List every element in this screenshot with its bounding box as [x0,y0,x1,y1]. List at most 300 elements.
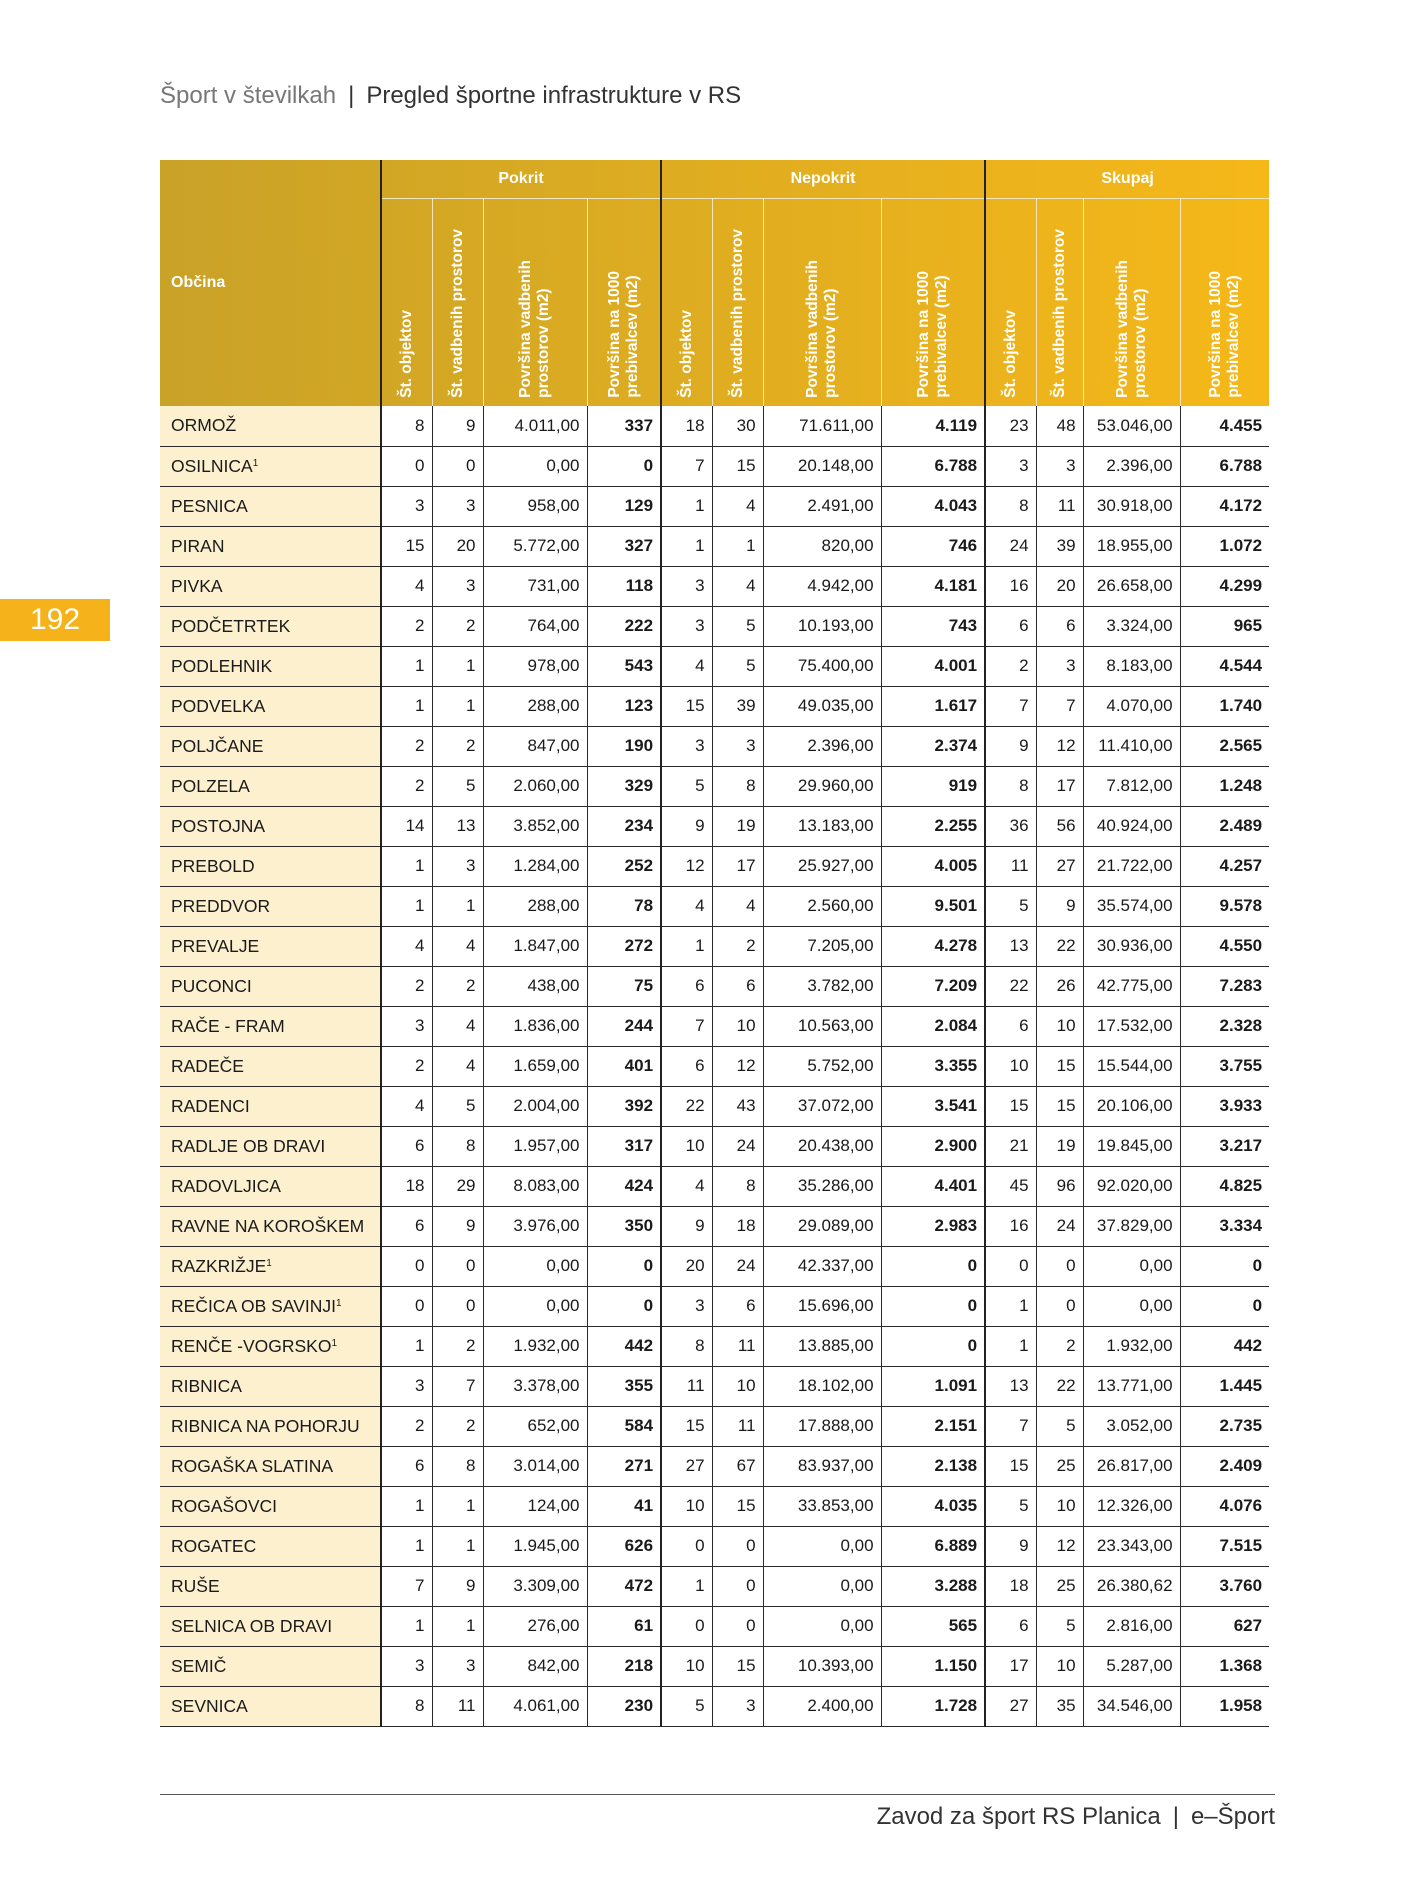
value-cell: 3.760 [1180,1566,1269,1606]
value-cell: 3 [432,566,483,606]
value-cell: 9 [432,406,483,446]
value-cell: 3 [432,486,483,526]
value-cell: 2 [381,606,432,646]
value-cell: 7 [661,1006,712,1046]
value-cell: 61 [587,1606,661,1646]
value-cell: 37.072,00 [763,1086,881,1126]
value-cell: 0 [432,1246,483,1286]
value-cell: 5 [985,886,1036,926]
subcolumn-header [881,199,985,407]
subcolumn-label: Površina vadbenih prostorov (m2) [804,260,840,398]
value-cell: 965 [1180,606,1269,646]
value-cell: 6 [661,1046,712,1086]
value-cell: 4.070,00 [1083,686,1180,726]
value-cell: 7.515 [1180,1526,1269,1566]
value-cell: 0,00 [1083,1246,1180,1286]
value-cell: 317 [587,1126,661,1166]
value-cell: 22 [1036,1366,1083,1406]
value-cell: 11 [712,1406,763,1446]
value-cell: 3 [381,486,432,526]
subcolumn-header [587,199,661,407]
value-cell: 4 [381,926,432,966]
value-cell: 5 [1036,1606,1083,1646]
value-cell: 9 [661,806,712,846]
value-cell: 48 [1036,406,1083,446]
value-cell: 2 [432,1406,483,1446]
value-cell: 0,00 [483,1246,587,1286]
municipality-name [160,526,381,566]
table-row [160,1326,1269,1366]
table-row [160,686,1269,726]
table-row [160,406,1269,446]
value-cell: 2.400,00 [763,1686,881,1726]
table-row [160,1286,1269,1326]
value-cell: 842,00 [483,1646,587,1686]
value-cell: 627 [1180,1606,1269,1646]
value-cell: 746 [881,526,985,566]
value-cell: 0,00 [483,1286,587,1326]
value-cell: 8 [432,1446,483,1486]
value-cell: 0 [381,446,432,486]
value-cell: 8 [661,1326,712,1366]
value-cell: 1.150 [881,1646,985,1686]
value-cell: 96 [1036,1166,1083,1206]
value-cell: 41 [587,1486,661,1526]
value-cell: 7 [381,1566,432,1606]
value-cell: 2.328 [1180,1006,1269,1046]
municipality-name [160,1566,381,1606]
footer-rule [160,1794,1275,1795]
value-cell: 7 [1036,686,1083,726]
value-cell: 2.983 [881,1206,985,1246]
value-cell: 71.611,00 [763,406,881,446]
municipality-name [160,566,381,606]
municipality-name-text: RIBNICA [171,1375,242,1396]
value-cell: 8 [381,406,432,446]
value-cell: 2.735 [1180,1406,1269,1446]
value-cell: 3.014,00 [483,1446,587,1486]
value-cell: 3.217 [1180,1126,1269,1166]
value-cell: 0 [381,1286,432,1326]
subcolumn-label: Površina na 1000 prebivalcev (m2) [1206,271,1242,398]
value-cell: 15 [381,526,432,566]
table-row [160,1166,1269,1206]
subcolumn-label: Površina vadbenih prostorov (m2) [1113,260,1149,398]
value-cell: 83.937,00 [763,1446,881,1486]
value-cell: 56 [1036,806,1083,846]
municipality-name [160,1006,381,1046]
municipality-name-text: PREBOLD [171,855,255,876]
value-cell: 18 [985,1566,1036,1606]
value-cell: 820,00 [763,526,881,566]
footer-publisher: Zavod za šport RS Planica [876,1803,1161,1830]
value-cell: 652,00 [483,1406,587,1446]
municipality-name [160,1406,381,1446]
municipality-name-text: RAZKRIŽJE [171,1255,267,1276]
group-header: Skupaj [985,160,1269,199]
value-cell: 9 [661,1206,712,1246]
value-cell: 13 [985,926,1036,966]
value-cell: 10 [661,1486,712,1526]
value-cell: 1.091 [881,1366,985,1406]
value-cell: 6 [712,966,763,1006]
value-cell: 1.728 [881,1686,985,1726]
value-cell: 9.578 [1180,886,1269,926]
value-cell: 2.396,00 [1083,446,1180,486]
value-cell: 13 [432,806,483,846]
municipality-name-text: PODVELKA [171,695,266,716]
municipality-name-text: PUCONCI [171,975,252,996]
value-cell: 5.752,00 [763,1046,881,1086]
value-cell: 10 [712,1366,763,1406]
value-cell: 5 [661,766,712,806]
value-cell: 7.283 [1180,966,1269,1006]
value-cell: 288,00 [483,686,587,726]
value-cell: 11 [1036,486,1083,526]
value-cell: 244 [587,1006,661,1046]
value-cell: 4.942,00 [763,566,881,606]
value-cell: 12 [1036,1526,1083,1566]
value-cell: 288,00 [483,886,587,926]
municipality-name [160,646,381,686]
value-cell: 1 [712,526,763,566]
value-cell: 24 [985,526,1036,566]
value-cell: 1 [381,646,432,686]
value-cell: 0 [432,1286,483,1326]
value-cell: 49.035,00 [763,686,881,726]
value-cell: 350 [587,1206,661,1246]
value-cell: 1.957,00 [483,1126,587,1166]
subcolumn-label: Površina vadbenih prostorov (m2) [517,260,552,398]
municipality-name-text: RUŠE [171,1575,220,1596]
value-cell: 13.885,00 [763,1326,881,1366]
value-cell: 252 [587,846,661,886]
value-cell: 15 [712,1646,763,1686]
value-cell: 5 [712,646,763,686]
value-cell: 4.550 [1180,926,1269,966]
value-cell: 1.945,00 [483,1526,587,1566]
municipality-name [160,806,381,846]
value-cell: 2 [381,766,432,806]
value-cell: 4 [432,926,483,966]
value-cell: 40.924,00 [1083,806,1180,846]
value-cell: 17 [985,1646,1036,1686]
subcolumn-label: Površina na 1000 prebivalcev (m2) [914,271,950,398]
value-cell: 30 [712,406,763,446]
value-cell: 2.900 [881,1126,985,1166]
value-cell: 18 [381,1166,432,1206]
subcolumn-header [1180,199,1269,407]
table-row [160,1566,1269,1606]
subcolumn-header [432,199,483,407]
subcolumn-header [763,199,881,407]
municipality-name-text: PREDDVOR [171,895,271,916]
value-cell: 8 [712,766,763,806]
value-cell: 3 [381,1366,432,1406]
value-cell: 10 [712,1006,763,1046]
value-cell: 39 [712,686,763,726]
value-cell: 9 [432,1206,483,1246]
value-cell: 21.722,00 [1083,846,1180,886]
value-cell: 1.072 [1180,526,1269,566]
municipality-name [160,886,381,926]
value-cell: 1 [381,886,432,926]
value-cell: 2.374 [881,726,985,766]
table-row [160,1406,1269,1446]
value-cell: 29.089,00 [763,1206,881,1246]
municipality-name-text: REČICA OB SAVINJI [171,1295,336,1316]
value-cell: 2 [381,726,432,766]
value-cell: 15 [661,686,712,726]
value-cell: 24 [1036,1206,1083,1246]
value-cell: 3.355 [881,1046,985,1086]
value-cell: 17.888,00 [763,1406,881,1446]
value-cell: 3 [661,1286,712,1326]
value-cell: 26.817,00 [1083,1446,1180,1486]
value-cell: 5 [1036,1406,1083,1446]
value-cell: 10 [1036,1486,1083,1526]
value-cell: 764,00 [483,606,587,646]
value-cell: 13.183,00 [763,806,881,846]
value-cell: 1 [432,1606,483,1646]
value-cell: 1 [661,486,712,526]
value-cell: 4.076 [1180,1486,1269,1526]
municipality-name-text: RAVNE NA KOROŠKEM [171,1215,365,1236]
value-cell: 37.829,00 [1083,1206,1180,1246]
value-cell: 3.782,00 [763,966,881,1006]
value-cell: 565 [881,1606,985,1646]
value-cell: 10 [1036,1006,1083,1046]
value-cell: 27 [985,1686,1036,1726]
municipality-name [160,1366,381,1406]
value-cell: 0,00 [763,1526,881,1566]
value-cell: 23.343,00 [1083,1526,1180,1566]
value-cell: 7 [985,686,1036,726]
table-row [160,1486,1269,1526]
value-cell: 978,00 [483,646,587,686]
value-cell: 7 [432,1366,483,1406]
value-cell: 4 [661,886,712,926]
value-cell: 16 [985,566,1036,606]
value-cell: 0 [1180,1286,1269,1326]
municipality-name-text: RADEČE [171,1055,244,1076]
municipality-name-text: ROGATEC [171,1535,257,1556]
municipality-name [160,1326,381,1366]
value-cell: 3 [432,846,483,886]
value-cell: 26.658,00 [1083,566,1180,606]
municipality-name-text: POLJČANE [171,735,264,756]
value-cell: 337 [587,406,661,446]
value-cell: 0 [1036,1286,1083,1326]
municipality-name-text: RADENCI [171,1095,250,1116]
value-cell: 4.005 [881,846,985,886]
value-cell: 3 [712,1686,763,1726]
header-separator: | [348,82,355,109]
value-cell: 16 [985,1206,1036,1246]
value-cell: 401 [587,1046,661,1086]
municipality-name [160,686,381,726]
value-cell: 6 [985,1606,1036,1646]
value-cell: 12 [1036,726,1083,766]
value-cell: 329 [587,766,661,806]
value-cell: 4.001 [881,646,985,686]
value-cell: 543 [587,646,661,686]
subcolumn-header [381,199,432,407]
value-cell: 26 [1036,966,1083,1006]
municipality-name [160,1046,381,1086]
value-cell: 0 [712,1566,763,1606]
table-row [160,1366,1269,1406]
value-cell: 25 [1036,1566,1083,1606]
value-cell: 919 [881,766,985,806]
value-cell: 2.565 [1180,726,1269,766]
municipality-name-text: SELNICA OB DRAVI [171,1615,333,1636]
subcolumn-label: Št. objektov [1001,310,1019,398]
value-cell: 12 [712,1046,763,1086]
value-cell: 5.772,00 [483,526,587,566]
value-cell: 1.932,00 [1083,1326,1180,1366]
subcolumn-label: Št. objektov [397,310,415,398]
municipality-name-text: PREVALJE [171,935,260,956]
municipality-name [160,1526,381,1566]
value-cell: 2.255 [881,806,985,846]
value-cell: 20 [432,526,483,566]
value-cell: 22 [1036,926,1083,966]
value-cell: 36 [985,806,1036,846]
value-cell: 3 [1036,646,1083,686]
value-cell: 2 [985,646,1036,686]
value-cell: 0 [661,1606,712,1646]
value-cell: 8 [432,1126,483,1166]
value-cell: 2.560,00 [763,886,881,926]
value-cell: 3 [1036,446,1083,486]
value-cell: 276,00 [483,1606,587,1646]
value-cell: 23 [985,406,1036,446]
value-cell: 190 [587,726,661,766]
value-cell: 1.740 [1180,686,1269,726]
table-row [160,1646,1269,1686]
value-cell: 19 [1036,1126,1083,1166]
value-cell: 230 [587,1686,661,1726]
value-cell: 2 [381,1046,432,1086]
value-cell: 29 [432,1166,483,1206]
value-cell: 2.138 [881,1446,985,1486]
table-row [160,766,1269,806]
value-cell: 20.438,00 [763,1126,881,1166]
value-cell: 11.410,00 [1083,726,1180,766]
value-cell: 11 [985,846,1036,886]
municipality-name [160,1446,381,1486]
table-row [160,846,1269,886]
value-cell: 10.393,00 [763,1646,881,1686]
value-cell: 4 [661,646,712,686]
value-cell: 15.696,00 [763,1286,881,1326]
value-cell: 12.326,00 [1083,1486,1180,1526]
value-cell: 11 [661,1366,712,1406]
value-cell: 847,00 [483,726,587,766]
value-cell: 53.046,00 [1083,406,1180,446]
value-cell: 1 [661,1566,712,1606]
value-cell: 2.084 [881,1006,985,1046]
table-row [160,926,1269,966]
municipality-name [160,406,381,446]
value-cell: 67 [712,1446,763,1486]
value-cell: 13 [985,1366,1036,1406]
municipality-name-text: ROGAŠOVCI [171,1495,277,1516]
value-cell: 1.659,00 [483,1046,587,1086]
value-cell: 1 [432,686,483,726]
subcolumn-label: Št. objektov [677,310,695,398]
value-cell: 6.788 [881,446,985,486]
value-cell: 24 [712,1246,763,1286]
value-cell: 17 [1036,766,1083,806]
value-cell: 626 [587,1526,661,1566]
table-row [160,1526,1269,1566]
footnote-marker: 1 [331,1337,338,1349]
value-cell: 35.286,00 [763,1166,881,1206]
municipality-name-text: RADLJE OB DRAVI [171,1135,326,1156]
table-row [160,446,1269,486]
value-cell: 4.401 [881,1166,985,1206]
value-cell: 19 [712,806,763,846]
footer-product: e–Šport [1190,1803,1275,1830]
value-cell: 2 [381,1406,432,1446]
group-header: Pokrit [381,160,661,199]
table-row [160,1246,1269,1286]
value-cell: 124,00 [483,1486,587,1526]
value-cell: 2.816,00 [1083,1606,1180,1646]
value-cell: 1 [432,646,483,686]
value-cell: 17 [712,846,763,886]
value-cell: 10 [661,1646,712,1686]
value-cell: 0,00 [763,1566,881,1606]
municipality-name-text: RADOVLJICA [171,1175,281,1196]
value-cell: 9 [1036,886,1083,926]
value-cell: 4 [381,566,432,606]
subcolumn-label: Površina na 1000 prebivalcev (m2) [605,271,641,398]
value-cell: 0 [587,446,661,486]
municipality-name [160,1246,381,1286]
table-row [160,806,1269,846]
value-cell: 1.847,00 [483,926,587,966]
value-cell: 20.148,00 [763,446,881,486]
value-cell: 15 [712,446,763,486]
value-cell: 9.501 [881,886,985,926]
value-cell: 2 [381,966,432,1006]
value-cell: 1.248 [1180,766,1269,806]
value-cell: 1.284,00 [483,846,587,886]
value-cell: 9 [432,1566,483,1606]
municipality-name [160,766,381,806]
value-cell: 1 [381,1526,432,1566]
value-cell: 3 [712,726,763,766]
table-row [160,1206,1269,1246]
value-cell: 234 [587,806,661,846]
value-cell: 8.083,00 [483,1166,587,1206]
value-cell: 14 [381,806,432,846]
value-cell: 6 [661,966,712,1006]
value-cell: 2.151 [881,1406,985,1446]
value-cell: 2.489 [1180,806,1269,846]
value-cell: 18.102,00 [763,1366,881,1406]
value-cell: 15 [661,1406,712,1446]
value-cell: 7.209 [881,966,985,1006]
sports-infrastructure-table [160,160,1270,1727]
value-cell: 1 [381,1606,432,1646]
value-cell: 4.172 [1180,486,1269,526]
value-cell: 27 [1036,846,1083,886]
value-cell: 10 [661,1126,712,1166]
